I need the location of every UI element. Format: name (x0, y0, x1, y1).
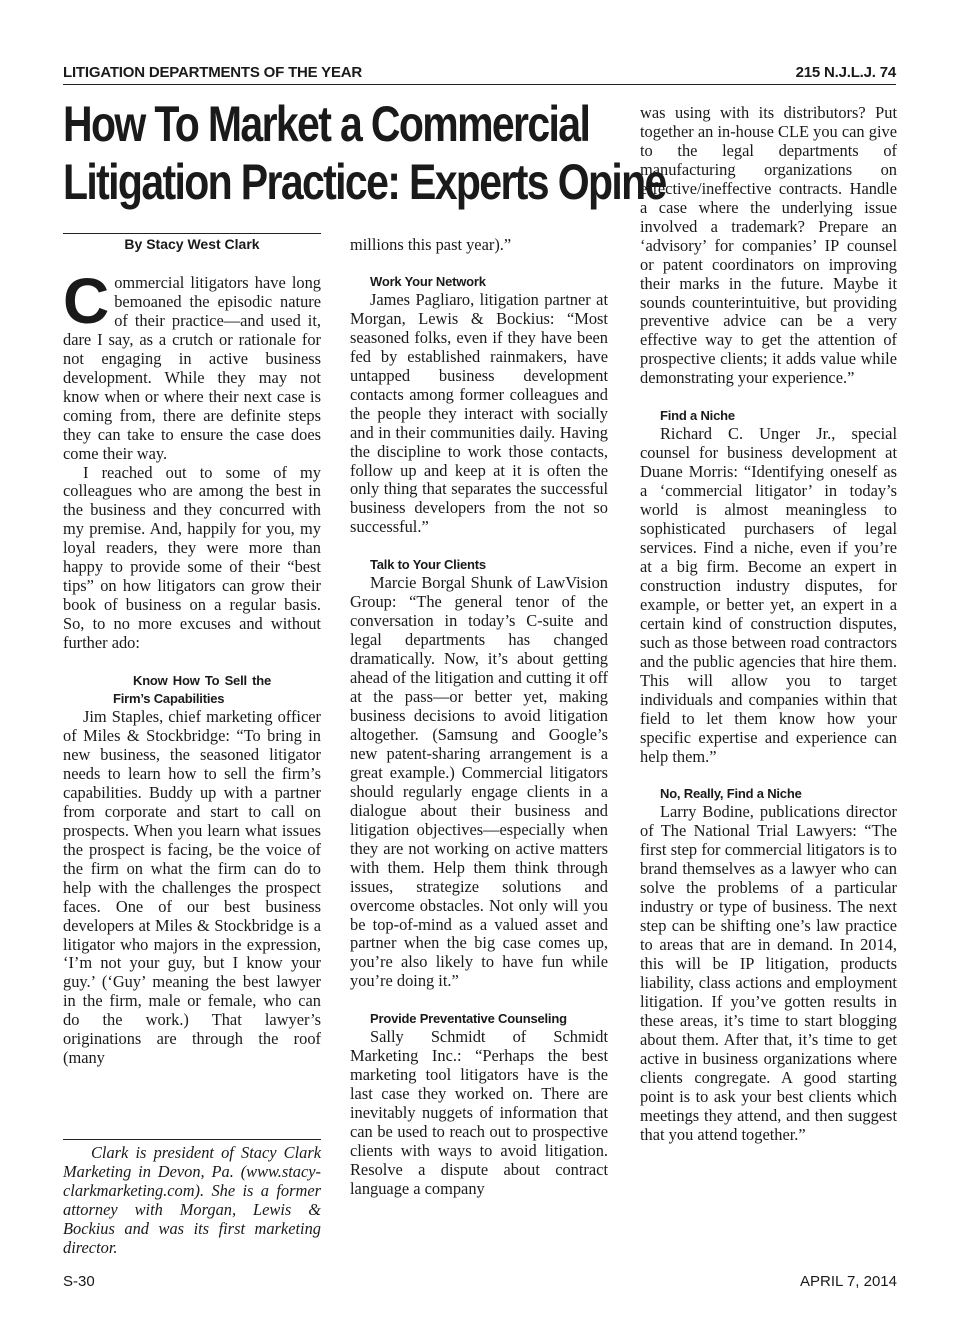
subhead-work-network: Work Your Network (370, 273, 486, 289)
column-2 (350, 236, 608, 1199)
paragraph: Sally Schmidt of Schmidt Marketing Inc.: “Perhaps the best marketing tool litigators have is the last case they worked on. There are inevitably nuggets of information that can be used to reach out to prospective clients with ways to avoid litigation. Resolve a dispute about contract language a company (350, 1027, 608, 1198)
paragraph: Jim Staples, chief marketing officer of Miles & Stockbridge: “To bring in new business, the seasoned litigator needs to learn how to sell the firm’s capabilities. Buddy up with a partner from corporate and start to call on prospects. When you learn what issues the prospect is facing, be the voice of the firm on what the firm can do to help with the challenges the prospect faces. One of our best business developers at Miles & Stockbridge is a litigator who majors in the expression, ‘I’m not your guy, but I know your guy.’ (‘Guy’ meaning the best lawyer in the firm, male or female, who can do the work.) That lawyer’s originations are through the roof (many (63, 707, 321, 1068)
page-number: S-30 (63, 1273, 95, 1290)
subhead-sell-capabilities: Know How To Sell the Firm’s Capabilities (113, 673, 271, 707)
paragraph: James Pagliaro, litigation partner at Morgan, Lewis & Bockius: “Most seasoned folks, even if they have been fed by established rainmakers, have untapped business development contacts among former colleagues and the people they interact with socially and in their communities daily. Having the discipline to work those contacts, follow up and keep at it is often the only thing that separates the successful business developers from the not so successful.” (350, 289, 608, 537)
bio-rule (63, 1139, 321, 1140)
subhead-preventative-counseling: Provide Preventative Counseling (370, 1011, 567, 1027)
headline-line-2: Litigation Practice: Experts Opine (63, 154, 666, 210)
paragraph: Marcie Borgal Shunk of LawVision Group: “The general tenor of the conversation in today’s C-suite and legal departments has changed dramatically. Now, it’s about getting ahead of the litigation and cutting it off at the pass—or better yet, making business decisions to avoid litigation altogether. (Samsung and Google’s new patent-sharing arrangement is a great example.) Commercial litigators should regularly engage clients in a dialogue about their business and litigation objectives—especially when they are not working on active matters with them. Help them think through issues, strategize solutions and overcome obstacles. Not only will you be top-of-mind as a valued asset and partner when the big case comes up, you’re also likely to have fun while you’re doing it.” (350, 573, 608, 991)
citation: 215 N.J.L.J. 74 (795, 64, 896, 81)
paragraph: was using with its distributors? Put together an in-house CLE you can give to the legal departments of manufacturing organizations on effective/ineffective contracts. Handle a case where the underlying issue involved a trademark? Prepare an ‘advisory’ for companies’ IP counsel or patent coordinators on improving their marks in the future. Maybe it sounds counterintuitive, but providing preventive advice can be a very effective way to get the attention of prospective clients; it adds value while demonstrating your experience.” (640, 103, 897, 388)
issue-date: APRIL 7, 2014 (799, 1273, 897, 1290)
author-bio: Clark is president of Stacy Clark Marketing in Devon, Pa. (www.stacy-clarkmarketing.com). She is a former attorney with Morgan, Lewis & Bockius and was its first marketing director. (63, 1143, 321, 1257)
paragraph: Larry Bodine, publications director of The National Trial Lawyers: “The first step for commercial litigators is to brand themselves as a lawyer who can solve the problems of a particular industry or type of business. The next step can be shifting one’s law practice to areas that are in demand. In 2014, this will be IP litigation, products liability, class actions and employment litigation. If you’ve gotten results in these areas, it’s time to start blogging about them. After that, it’s time to get active in business organizations where clients congregate. A good starting point is to ask your best clients which meetings they attend, and then suggest that you attend together.” (640, 802, 897, 1144)
paragraph: I reached out to some of my colleagues who are among the best in the business and they concurred with my premise. And, happily for you, my loyal readers, they were more than happy to provide some of their “best tips” on how litigators can grow their book of business on a regular basis. So, to no more excuses and without further ado: (63, 462, 321, 653)
paragraph: Richard C. Unger Jr., special counsel for business development at Duane Morris: “Identifying oneself as a ‘commercial litigator’ in today’s world is almost meaningless to sophisticated purchasers of legal services. Find a niche, even if you’re at a big firm. Become an expert in construction industry disputes, for example, or better yet, an expert in a certain kind of construction disputes, such as those between road contractors and the public agencies that hire them. This will allow you to target individuals and companies within that field to let them know how your specific expertise and experience can help them.” (640, 424, 897, 766)
lead-paragraph: Commercial litigators have long bemoaned the episodic nature of their practice—and used it, dare I say, as a crutch or rationale for not engaging in active business development. While they may not know when or where their next case is coming from, there are definite steps they can take to ensure the case does come their way. (63, 265, 321, 463)
column-3 (640, 104, 897, 1145)
byline: By Stacy West Clark (124, 236, 260, 252)
column-1 (63, 265, 321, 1068)
running-head (63, 64, 896, 86)
headline-line-1: How To Market a Commercial (63, 96, 590, 152)
paragraph: millions this past year).” (350, 235, 512, 254)
section-title: LITIGATION DEPARTMENTS OF THE YEAR (63, 64, 363, 81)
subhead-find-niche: Find a Niche (660, 408, 735, 424)
subhead-talk-clients: Talk to Your Clients (370, 557, 486, 573)
article-headline (63, 96, 666, 212)
header-rule (63, 84, 896, 85)
subhead-really-find-niche: No, Really, Find a Niche (660, 786, 802, 802)
